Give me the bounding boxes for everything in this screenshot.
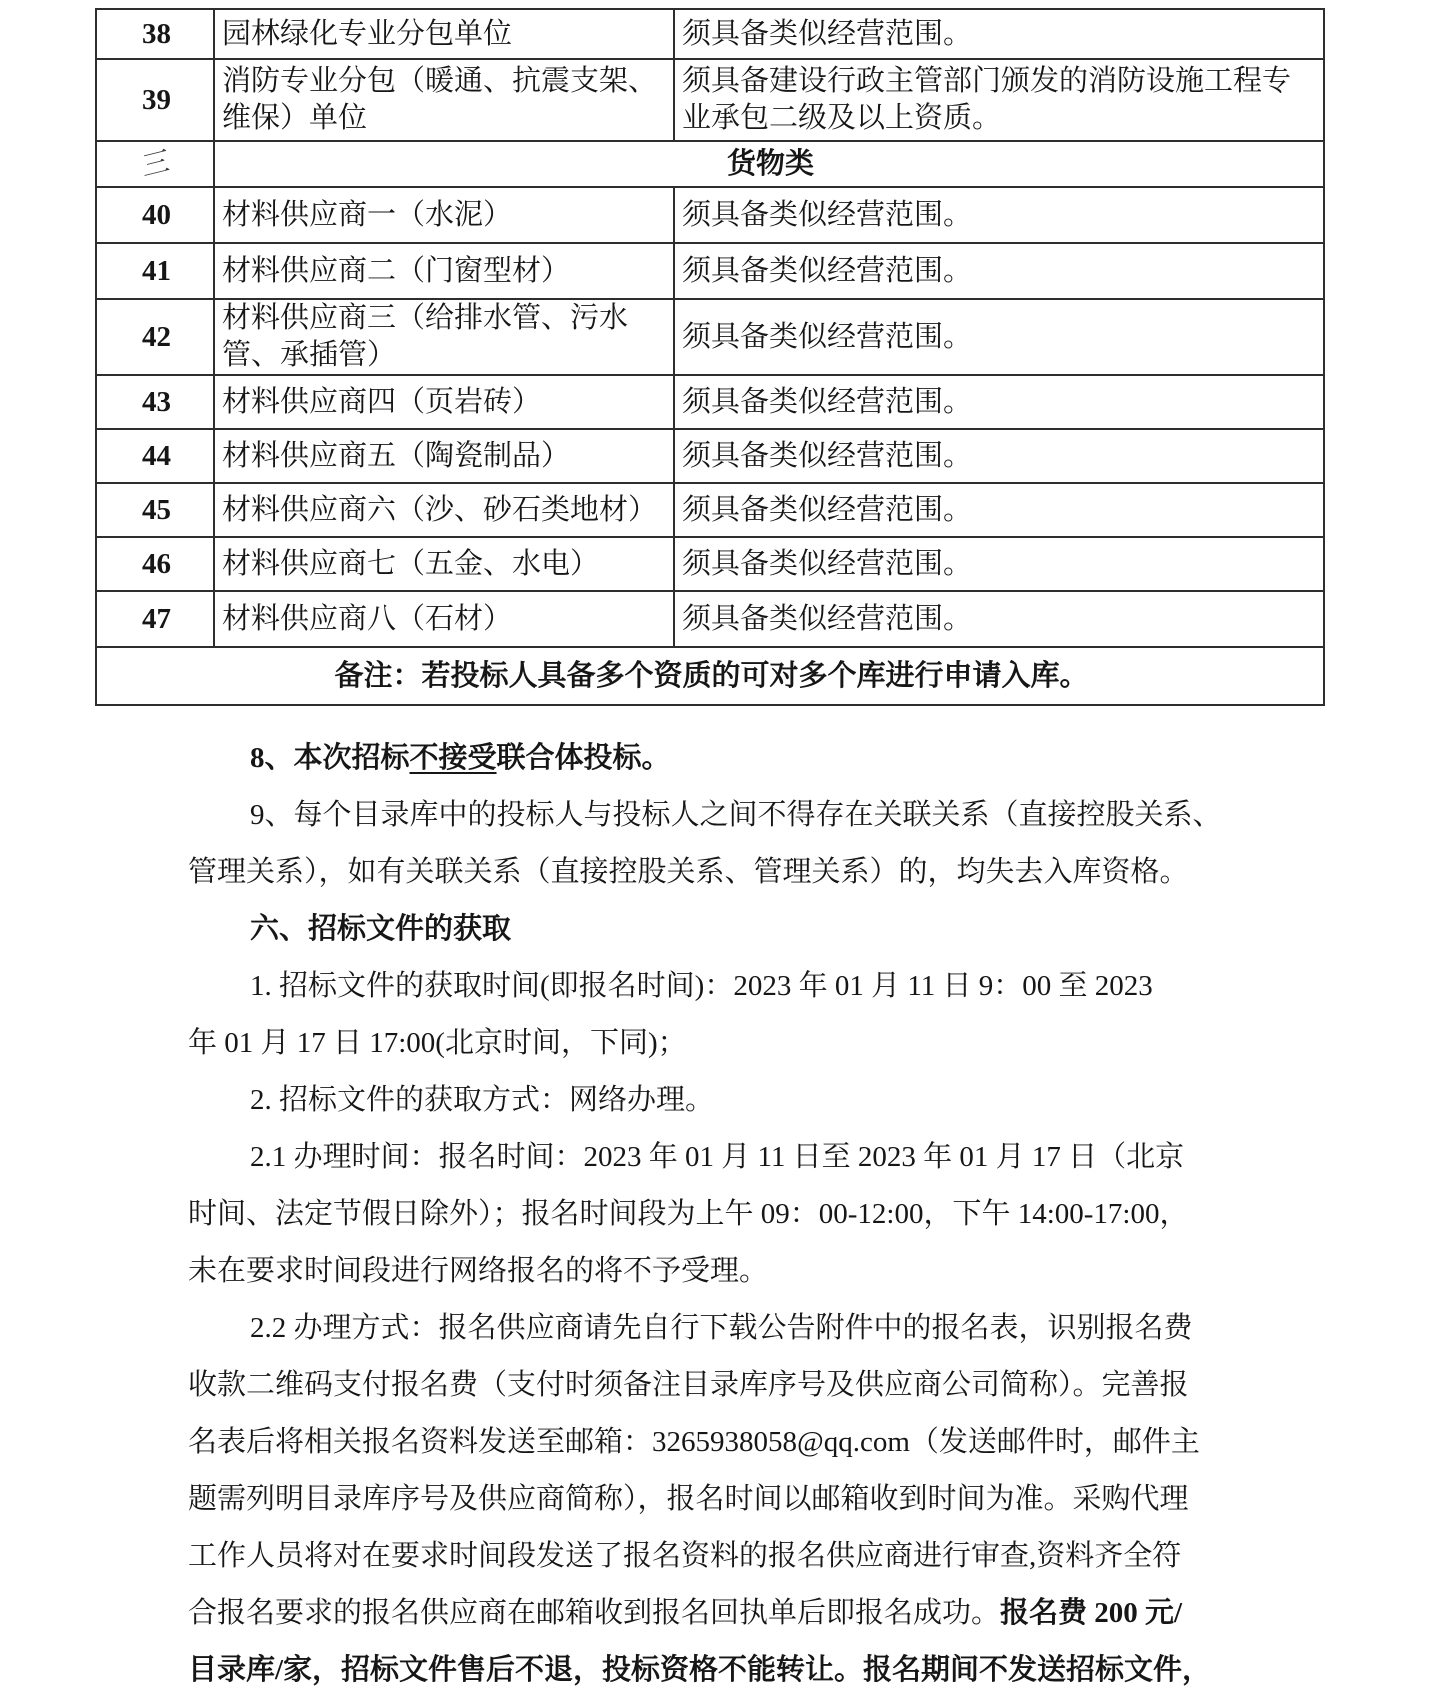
row-number-cell: 47 [96, 591, 214, 647]
requirement-cell: 须具备类似经营范围。 [674, 429, 1324, 483]
row-number-cell: 38 [96, 9, 214, 59]
row-number-cell: 42 [96, 299, 214, 375]
paragraph-line [188, 1129, 1248, 1186]
paragraph-line [188, 1585, 1248, 1642]
supplier-name-cell: 材料供应商五（陶瓷制品） [214, 429, 674, 483]
text-segment: 目录库/家，招标文件售后不退，投标资格不能转让。报名期间不发送招标文件， [188, 1654, 1212, 1686]
supplier-name-cell: 材料供应商八（石材） [214, 591, 674, 647]
paragraph-line [188, 901, 1248, 958]
requirement-cell: 须具备类似经营范围。 [674, 375, 1324, 429]
paragraph-line [188, 1471, 1248, 1528]
supplier-name-cell: 材料供应商三（给排水管、污水管、承插管） [214, 299, 674, 375]
text-segment: 名表后将相关报名资料发送至邮箱：3265938058@qq.com（发送邮件时，邮件主 [188, 1426, 1200, 1458]
paragraph-line [188, 844, 1248, 901]
announcement-body [188, 730, 1248, 1699]
paragraph-line [188, 1300, 1248, 1357]
text-segment: 2. 招标文件的获取方式：网络办理。 [250, 1084, 715, 1116]
paragraph-line [188, 1072, 1248, 1129]
table-row [96, 243, 1324, 299]
row-number-cell: 43 [96, 375, 214, 429]
table-row [96, 591, 1324, 647]
paragraph-line [188, 730, 1248, 787]
text-segment: 2.1 办理时间：报名时间：2023 年 01 月 11 日至 2023 年 01 月 17 日（北京 [250, 1141, 1185, 1173]
paragraph-line [188, 1015, 1248, 1072]
remark-cell: 备注：若投标人具备多个资质的可对多个库进行申请入库。 [96, 647, 1324, 705]
text-segment: 管理关系），如有关联关系（直接控股关系、管理关系）的，均失去入库资格。 [188, 856, 1189, 888]
requirement-cell: 须具备类似经营范围。 [674, 243, 1324, 299]
row-number-cell: 39 [96, 59, 214, 141]
section-number-cell [96, 141, 214, 187]
table-row [96, 375, 1324, 429]
table-row [96, 429, 1324, 483]
paragraph-line [188, 1528, 1248, 1585]
text-segment: 时间、法定节假日除外）；报名时间段为上午 09：00-12:00，下午 14:00-17:00， [188, 1198, 1189, 1230]
text-segment: 8、本次招标 [250, 742, 410, 774]
table-row [96, 299, 1324, 375]
text-segment: 工作人员将对在要求时间段发送了报名资料的报名供应商进行审查,资料齐全符 [188, 1540, 1182, 1572]
supplier-name-cell: 材料供应商六（沙、砂石类地材） [214, 483, 674, 537]
section-number-glyph: 三 [141, 145, 172, 183]
supplier-name-cell: 材料供应商一（水泥） [214, 187, 674, 243]
text-segment: 六、招标文件的获取 [250, 913, 512, 945]
requirement-cell: 须具备建设行政主管部门颁发的消防设施工程专业承包二级及以上资质。 [674, 59, 1324, 141]
text-segment: 题需列明目录库序号及供应商简称），报名时间以邮箱收到时间为准。采购代理 [188, 1483, 1189, 1515]
supplier-name-cell: 材料供应商七（五金、水电） [214, 537, 674, 591]
text-segment: 2.2 办理方式：报名供应商请先自行下载公告附件中的报名表，识别报名费 [250, 1312, 1193, 1344]
paragraph-line [188, 958, 1248, 1015]
paragraph-line [188, 1243, 1248, 1300]
supplier-name-cell: 材料供应商二（门窗型材） [214, 243, 674, 299]
paragraph-line [188, 1642, 1248, 1699]
table-row [96, 483, 1324, 537]
text-segment: 收款二维码支付报名费（支付时须备注目录库序号及供应商公司简称）。完善报 [188, 1369, 1189, 1401]
requirement-cell: 须具备类似经营范围。 [674, 591, 1324, 647]
section-row [96, 141, 1324, 187]
row-number-cell: 40 [96, 187, 214, 243]
requirement-cell: 须具备类似经营范围。 [674, 537, 1324, 591]
supplier-name-cell: 园林绿化专业分包单位 [214, 9, 674, 59]
requirement-cell: 须具备类似经营范围。 [674, 483, 1324, 537]
paragraph-line [188, 1357, 1248, 1414]
table-row [96, 9, 1324, 59]
text-segment: 报名费 200 元/ [1000, 1597, 1183, 1629]
row-number-cell: 45 [96, 483, 214, 537]
text-segment: 不接受 [409, 742, 497, 774]
paragraph-line [188, 1414, 1248, 1471]
text-segment: 9、每个目录库中的投标人与投标人之间不得存在关联关系（直接控股关系、 [250, 799, 1222, 831]
row-number-cell: 46 [96, 537, 214, 591]
text-segment: 未在要求时间段进行网络报名的将不予受理。 [188, 1255, 769, 1287]
text-segment: 合报名要求的报名供应商在邮箱收到报名回执单后即报名成功。 [188, 1597, 1001, 1629]
row-number-cell: 41 [96, 243, 214, 299]
requirement-cell: 须具备类似经营范围。 [674, 299, 1324, 375]
table-row [96, 59, 1324, 141]
paragraph-line [188, 1186, 1248, 1243]
supplier-name-cell: 消防专业分包（暖通、抗震支架、维保）单位 [214, 59, 674, 141]
requirement-cell: 须具备类似经营范围。 [674, 9, 1324, 59]
row-number-cell: 44 [96, 429, 214, 483]
supplier-name-cell: 材料供应商四（页岩砖） [214, 375, 674, 429]
text-segment: 1. 招标文件的获取时间(即报名时间)：2023 年 01 月 11 日 9：00 至 2023 [250, 970, 1153, 1002]
remark-row [96, 647, 1324, 705]
table-row [96, 537, 1324, 591]
text-segment: 联合体投标。 [496, 742, 671, 774]
table-row [96, 187, 1324, 243]
requirement-cell: 须具备类似经营范围。 [674, 187, 1324, 243]
section-title-cell: 货物类 [214, 141, 1324, 187]
text-segment: 年 01 月 17 日 17:00(北京时间，下同)； [188, 1027, 687, 1059]
paragraph-line [188, 787, 1248, 844]
supplier-qualification-table [95, 8, 1325, 706]
